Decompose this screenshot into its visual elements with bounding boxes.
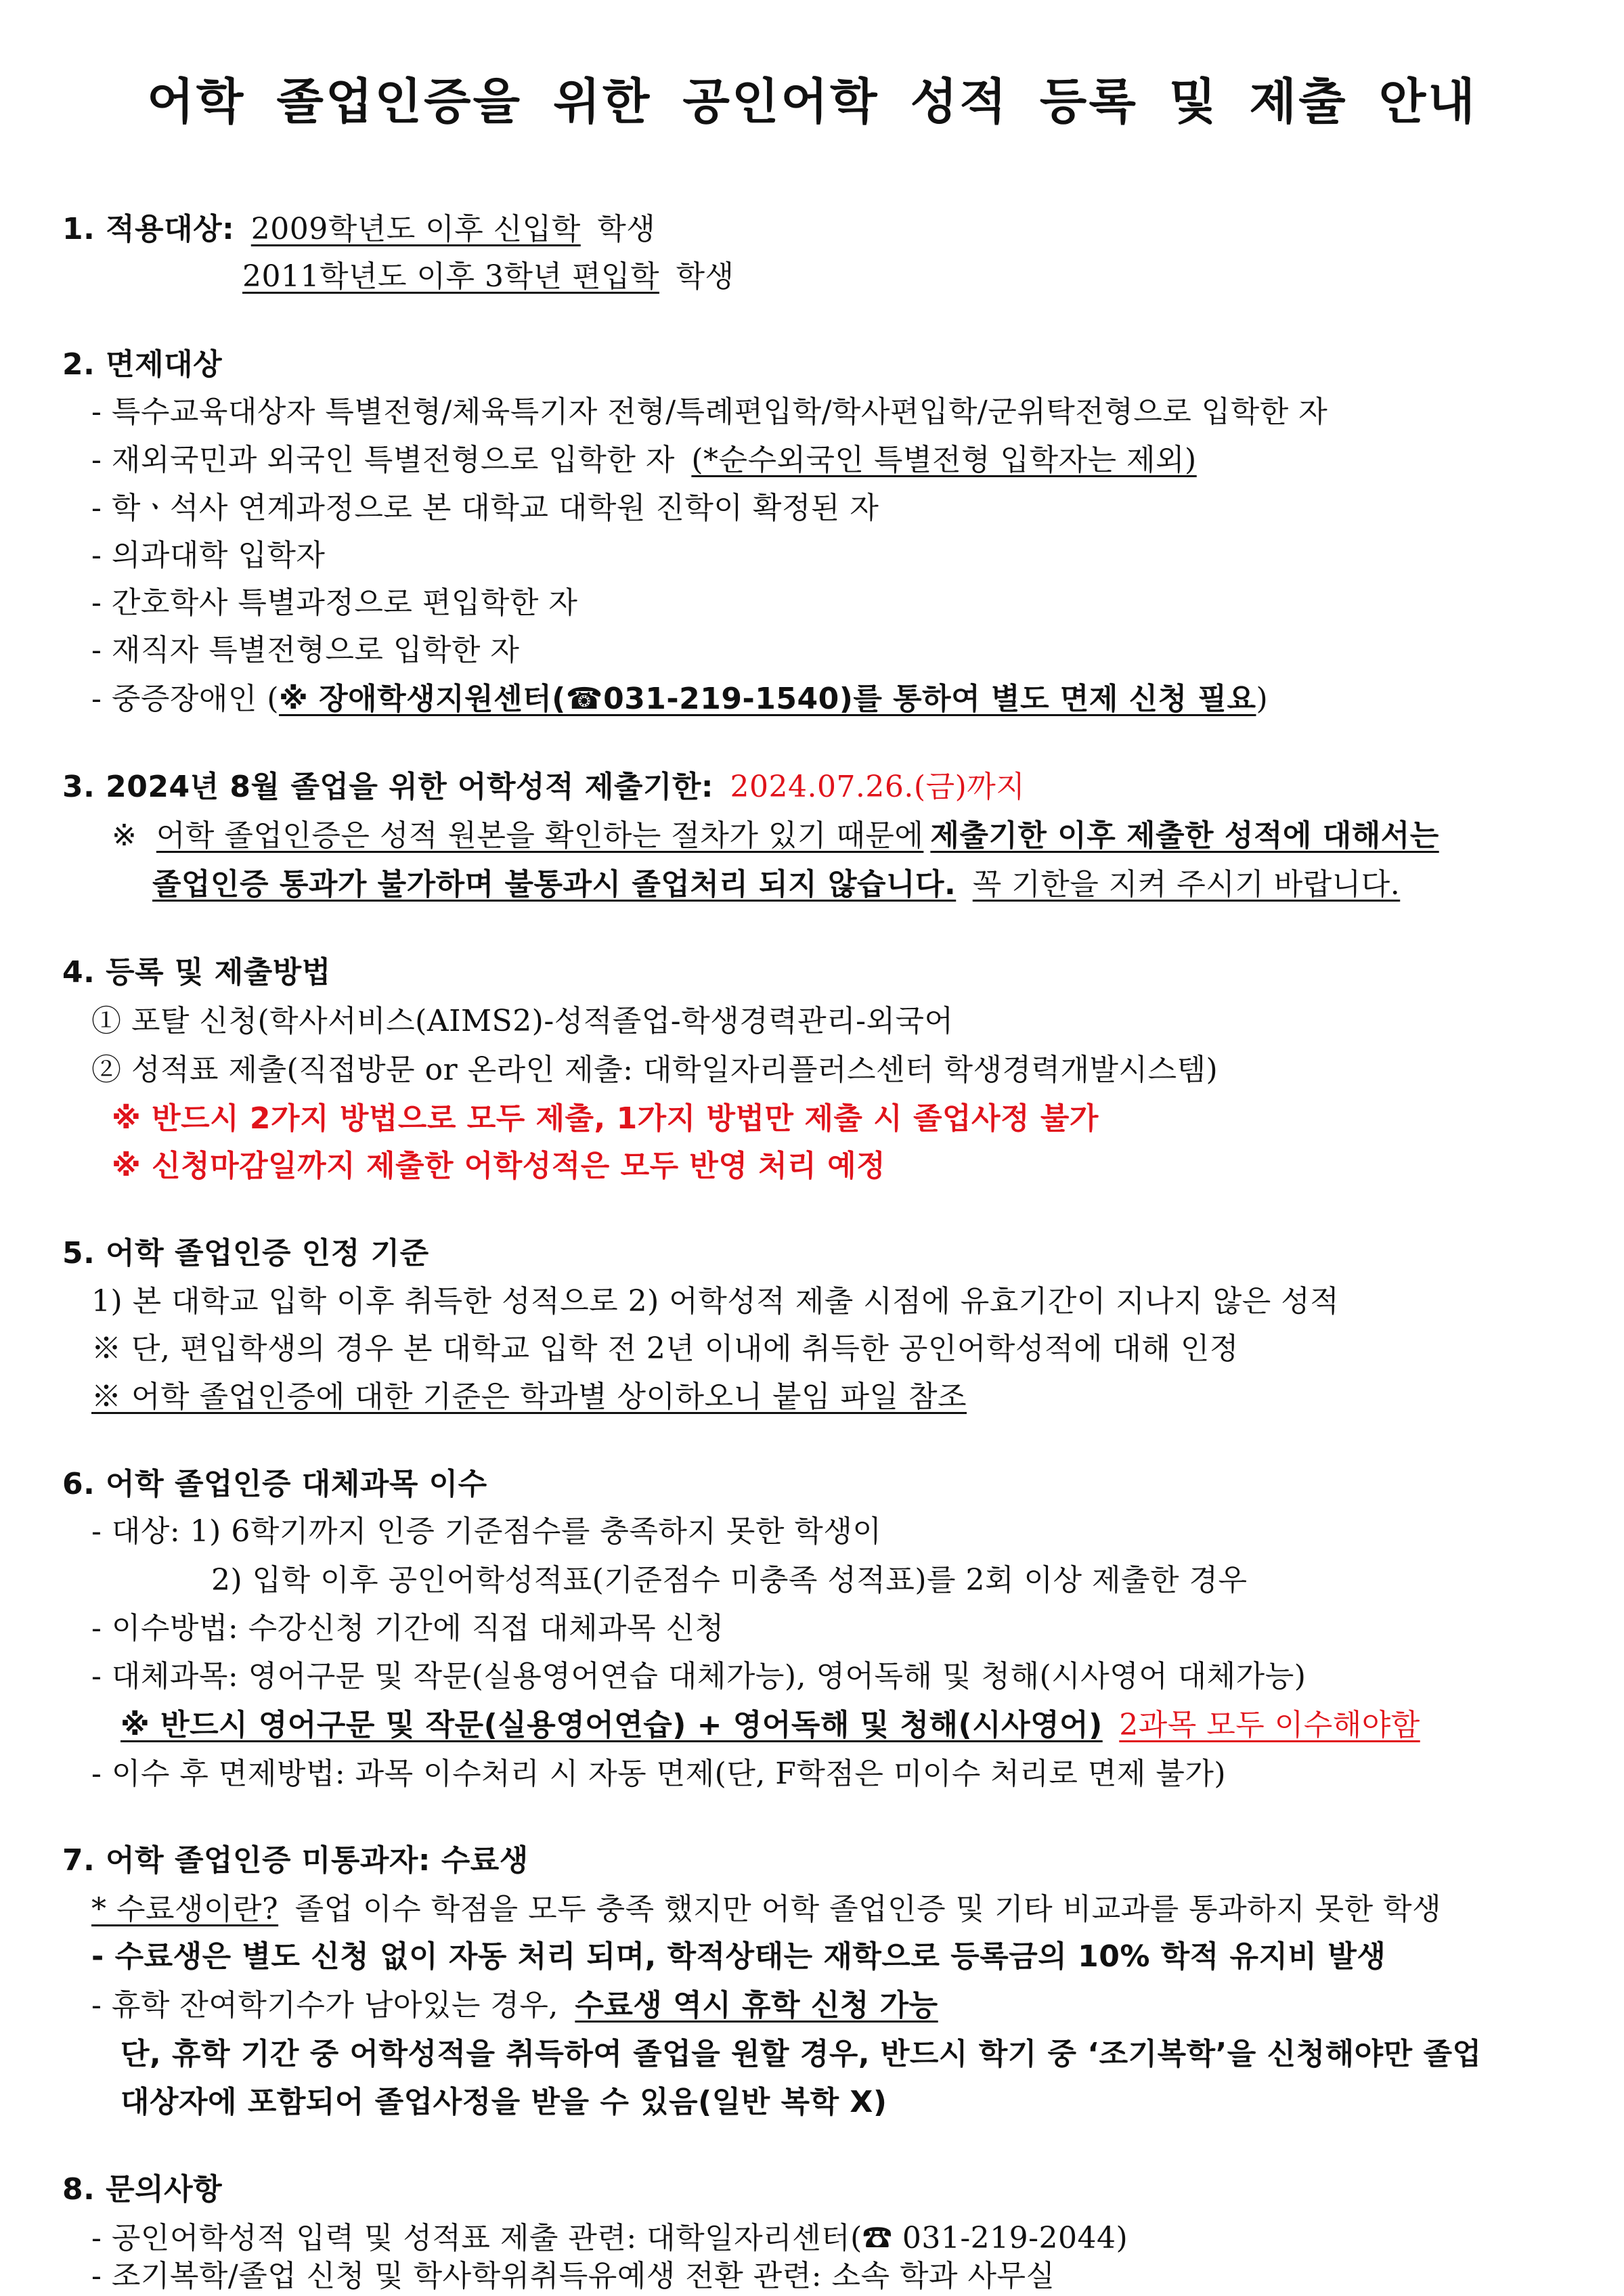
method-item-2: ② 성적표 제출(직접방문 or 온라인 제출: 대학일자리플러스센터 학생경력개발시스템): [91, 1053, 1219, 1087]
completion-definition-a: * 수료생이란?: [91, 1892, 279, 1926]
exempt-item-5: - 간호학사 특별과정으로 편입학한 자: [91, 586, 578, 620]
substitute-method: - 이수방법: 수강신청 기간에 직접 대체과목 신청: [91, 1611, 724, 1646]
section-7-heading: 7. 어학 졸업인증 미통과자: 수료생: [62, 1843, 529, 1878]
exempt-item-7-close: ): [1256, 682, 1269, 716]
method-item-1: ① 포탈 신청(학사서비스(AIMS2)-성적졸업-학생경력관리-외국어: [91, 1004, 954, 1038]
disability-center-note: ※ 장애학생지원센터(☎031-219-1540)를 통하여 별도 면제 신청 필요: [279, 682, 1256, 716]
section-2-heading: 2. 면제대상: [62, 347, 223, 382]
section-6-heading: 6. 어학 졸업인증 대체과목 이수: [62, 1467, 487, 1501]
note-mark: ※: [112, 818, 137, 853]
completion-definition-b: 졸업 이수 학점을 모두 충족 했지만 어학 졸업인증 및 기타 비교과를 통과하지 못한 학생: [294, 1892, 1442, 1926]
completion-leave-b: 수료생 역시 휴학 신청 가능: [575, 1988, 938, 2023]
criteria-line-2: ※ 단, 편입학생의 경우 본 대학교 입학 전 2년 이내에 취득한 공인어학성적에 대해 인정: [91, 1331, 1239, 1366]
deadline-note-c: 졸업인증 통과가 불가하며 불통과시 졸업처리 되지 않습니다.: [152, 867, 957, 902]
deadline-note-line-2: [152, 865, 1400, 904]
deadline-note-d: 꼭 기한을 지켜 주시기 바랍니다.: [972, 867, 1401, 902]
section-3-heading-line: [62, 768, 1025, 807]
section-5-heading: 5. 어학 졸업인증 인정 기준: [62, 1236, 429, 1271]
page-title: 어학 졸업인증을 위한 공인어학 성적 등록 및 제출 안내: [147, 73, 1477, 130]
deadline-note-b: 제출기한 이후 제출한 성적에 대해서는: [930, 818, 1439, 853]
exempt-item-3: - 학ㆍ석사 연계과정으로 본 대학교 대학원 진학이 확정된 자: [91, 491, 879, 525]
criteria-line-3: ※ 어학 졸업인증에 대한 기준은 학과별 상이하오니 붙임 파일 참조: [91, 1379, 967, 1414]
deadline-note-a: 어학 졸업인증은 성적 원본을 확인하는 절차가 있기 때문에: [156, 818, 924, 853]
early-return-line-2: 대상자에 포함되어 졸업사정을 받을 수 있음(일반 복학 X): [120, 2085, 887, 2119]
section-4-heading: 4. 등록 및 제출방법: [62, 955, 331, 990]
exempt-item-4: - 의과대학 입학자: [91, 538, 326, 573]
completion-leave-a: - 휴학 잔여학기수가 남아있는 경우,: [91, 1988, 558, 2023]
method-warning-2: ※ 신청마감일까지 제출한 어학성적은 모두 반영 처리 예정: [112, 1149, 886, 1183]
section-1-line-2: [242, 257, 734, 296]
completion-definition: [91, 1890, 1441, 1929]
substitute-target-2: 2) 입학 이후 공인어학성적표(기준점수 미충족 성적표)를 2회 이상 제출한 경우: [211, 1563, 1248, 1597]
deadline-note-line-1: [112, 816, 1439, 856]
early-return-line-1: 단, 휴학 기간 중 어학성적을 취득하여 졸업을 원할 경우, 반드시 학기 중 ‘조기복학’을 신청해야만 졸업: [120, 2037, 1482, 2071]
section-1-line-1: [62, 210, 655, 249]
criteria-line-1: 1) 본 대학교 입학 이후 취득한 성적으로 2) 어학성적 제출 시점에 유효기간이 지나지 않은 성적: [91, 1284, 1340, 1319]
section-3-heading: 3. 2024년 8월 졸업을 위한 어학성적 제출기한:: [62, 770, 714, 804]
target-suffix-1: 학생: [597, 212, 656, 246]
exempt-item-1: - 특수교육대상자 특별전형/체육특기자 전형/특례편입학/학사편입학/군위탁전형으로 입학한 자: [91, 395, 1328, 429]
section-8-heading: 8. 문의사항: [62, 2172, 223, 2207]
submission-deadline: 2024.07.26.(금)까지: [730, 770, 1026, 804]
substitute-subjects: - 대체과목: 영어구문 및 작문(실용영어연습 대체가능), 영어독해 및 청해(시사영어 대체가능): [91, 1659, 1307, 1694]
exempt-item-7: [91, 680, 1268, 719]
completion-auto: - 수료생은 별도 신청 없이 자동 처리 되며, 학적상태는 재학으로 등록금의 10% 학적 유지비 발생: [91, 1939, 1386, 1974]
exempt-item-2-text: - 재외국민과 외국인 특별전형으로 입학한 자: [91, 443, 675, 477]
exempt-item-2-note: (*순수외국인 특별전형 입학자는 제외): [691, 443, 1197, 477]
substitute-must-b: 2과목 모두 이수해야함: [1119, 1708, 1420, 1742]
exempt-item-6: - 재직자 특별전형으로 입학한 자: [91, 633, 520, 667]
substitute-target-1: - 대상: 1) 6학기까지 인증 기준점수를 충족하지 못한 학생이: [91, 1514, 882, 1549]
target-2011: 2011학년도 이후 3학년 편입학: [242, 259, 659, 294]
substitute-must-a: ※ 반드시 영어구문 및 작문(실용영어연습) + 영어독해 및 청해(시사영어): [120, 1708, 1103, 1742]
substitute-exempt: - 이수 후 면제방법: 과목 이수처리 시 자동 면제(단, F학점은 미이수 처리로 면제 불가): [91, 1757, 1226, 1791]
completion-leave: [91, 1986, 938, 2025]
exempt-item-7-text: - 중증장애인 (: [91, 682, 280, 716]
exempt-item-2: [91, 441, 1197, 480]
section-1-heading: 1. 적용대상:: [62, 212, 235, 246]
target-suffix-2: 학생: [676, 259, 734, 294]
method-warning-1: ※ 반드시 2가지 방법으로 모두 제출, 1가지 방법만 제출 시 졸업사정 불가: [112, 1101, 1099, 1136]
contact-item-2: - 조기복학/졸업 신청 및 학사학위취득유예생 전환 관련: 소속 학과 사무실: [91, 2259, 1055, 2293]
substitute-must-line: [120, 1706, 1420, 1745]
target-2009: 2009학년도 이후 신입학: [250, 212, 581, 246]
contact-item-1: - 공인어학성적 입력 및 성적표 제출 관련: 대학일자리센터(☎ 031-219-2044): [91, 2221, 1128, 2255]
